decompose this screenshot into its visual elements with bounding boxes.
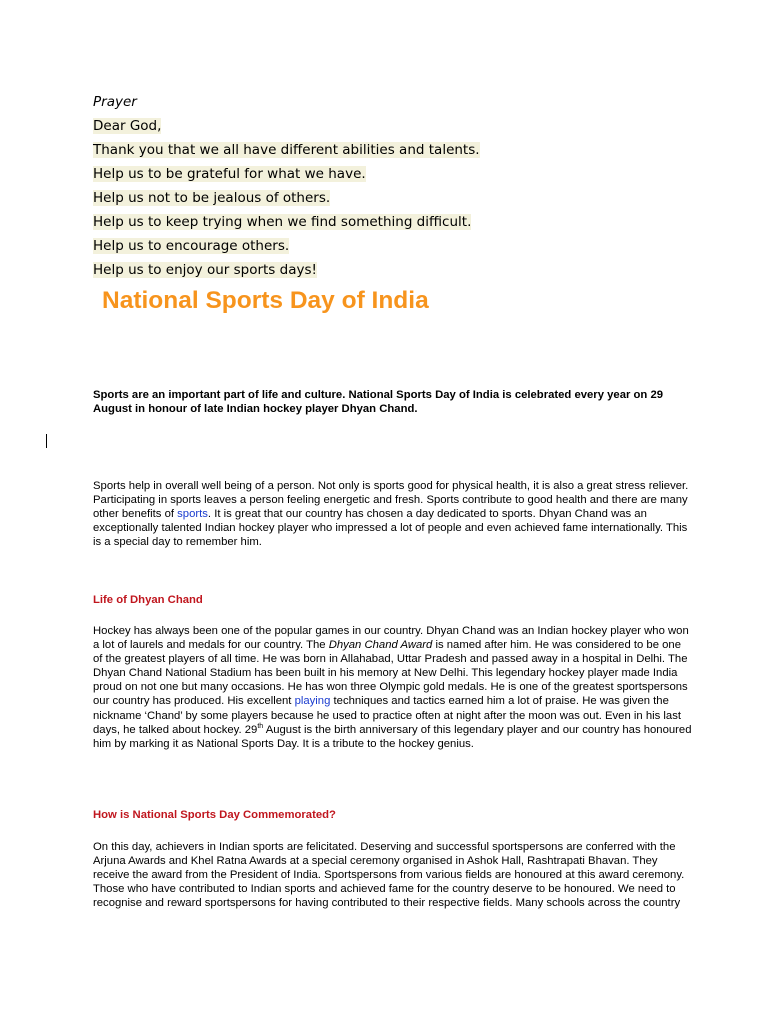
prayer-block [93, 90, 480, 282]
prayer-greeting: Dear God, [93, 118, 162, 134]
paragraph-commemoration: On this day, achievers in Indian sports are felicitated. Deserving and successful sportspersons are conferred with the Arjuna Awards and Khel Ratna Awards at a special ceremony organised in Ashok Hall, Rashtrapati Bhavan. They receive the award from the President of India. Sportspersons from various fields are honoured at this award ceremony. Those who have contributed to Indian sports and achieved fame for the country deserve to be honoured. We need to recognise and reward sportspersons for having contributed to their respective fields. Many schools across the country [93, 841, 685, 910]
page-title: National Sports Day of India [102, 287, 429, 314]
section-heading-commemoration: How is National Sports Day Commemorated? [93, 809, 336, 821]
prayer-line: Help us to keep trying when we find something difficult. [93, 214, 472, 230]
intro-paragraph: Sports are an important part of life and culture. National Sports Day of India is celebrated every year on 29 August in honour of late Indian hockey player Dhyan Chand. [93, 389, 664, 416]
paragraph-sports-benefits: Sports help in overall well being of a person. Not only is sports good for physical health, it is also a great stress reliever. Participating in sports leaves a person feeling energetic and fresh. Sports contribute to good health and there are many other benefits of sports. It is great that our country has chosen a day dedicated to sports. Dhyan Chand was an exceptionally talented Indian hockey player who impressed a lot of people and even achieved fame internationally. This is a special day to remember him. [93, 480, 689, 549]
prayer-line: Thank you that we all have different abilities and talents. [93, 142, 480, 158]
prayer-line: Help us to encourage others. [93, 238, 290, 254]
prayer-line: Help us to be grateful for what we have. [93, 166, 366, 182]
text-cursor [46, 434, 47, 448]
prayer-line: Help us not to be jealous of others. [93, 190, 331, 206]
prayer-line: Help us to enjoy our sports days! [93, 262, 317, 278]
playing-link[interactable]: playing [294, 695, 331, 708]
award-name: Dhyan Chand Award [328, 639, 433, 652]
section-heading-life: Life of Dhyan Chand [93, 594, 203, 606]
paragraph-life: Hockey has always been one of the popular games in our country. Dhyan Chand was an Indian hockey player who won a lot of laurels and medals for our country. The Dhyan Chand Award is named after him. He was considered to be one of the greatest players of all time. He was born in Allahabad, Uttar Pradesh and passed away in a hospital in Delhi. The Dhyan Chand National Stadium has been built in his memory at New Delhi. This legendary hockey player made India proud on not one but many occasions. He has won three Olympic gold medals. He is one of the greatest sportspersons our country has produced. His excellent playing techniques and tactics earned him a lot of praise. He was given the nickname ‘Chand’ by some players because he used to practice often at night after the moon was out. Even in his last days, he talked about hockey. 29th August is the birth anniversary of this legendary player and our country has honoured him by marking it as National Sports Day. It is a tribute to the hockey genius. [93, 625, 692, 750]
sports-link[interactable]: sports [177, 508, 208, 521]
prayer-title: Prayer [93, 94, 137, 110]
